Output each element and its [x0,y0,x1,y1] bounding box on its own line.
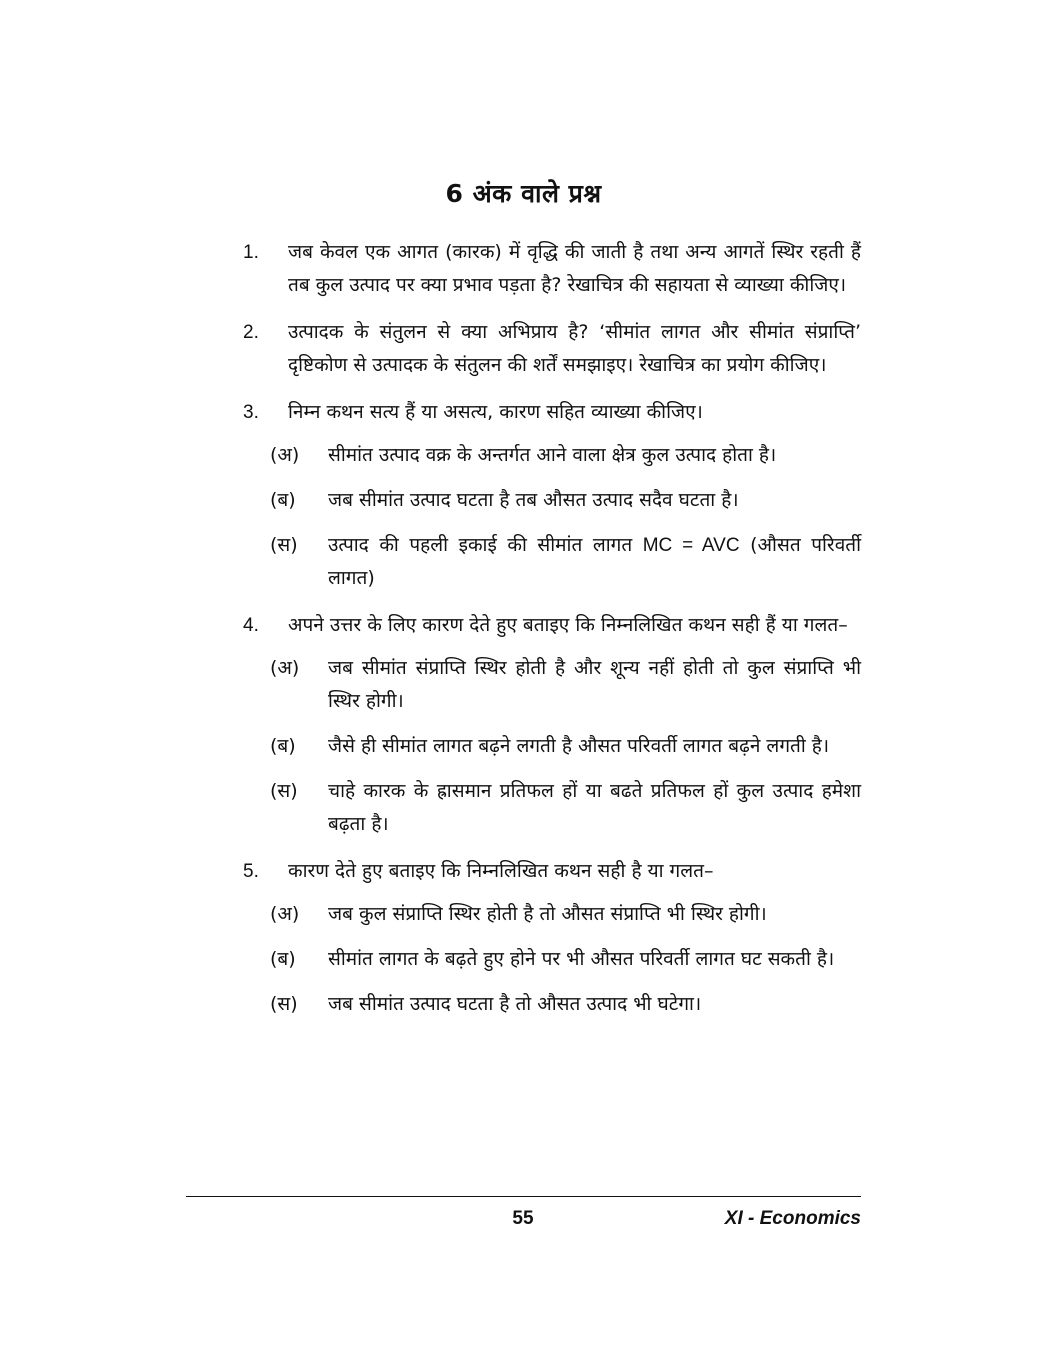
question-3 [243,396,861,595]
sub-question-label: (अ) [270,903,300,925]
sub-question-text: जब सीमांत उत्पाद घटता है तब औसत उत्पाद सदैव घटता है। [328,489,739,511]
sub-question-text: जैसे ही सीमांत लागत बढ़ने लगती है औसत परिवर्ती लागत बढ़ने लगती है। [328,735,830,757]
footer-divider [186,1196,861,1197]
sub-question-label: (अ) [270,657,300,679]
question-number: 2. [243,322,259,343]
question-number: 3. [243,402,259,423]
sub-question-text: जब सीमांत संप्राप्ति स्थिर होती है और शून्य नहीं होती तो कुल संप्राप्ति भी स्थिर होगी। [328,657,861,712]
question-text: उत्पादक के संतुलन से क्या अभिप्राय है? ‘सीमांत लागत और सीमांत संप्राप्ति’ दृष्टिकोण से उत्पादक के संतुलन की शर्तें समझाइए। रेखाचित्र का प्रयोग कीजिए। [288,321,861,376]
sub-question-text-part: उत्पाद की पहली इकाई की सीमांत लागत [328,534,643,556]
sub-question-text: जब सीमांत उत्पाद घटता है तो औसत उत्पाद भी घटेगा। [328,993,702,1015]
question-5 [243,855,861,1021]
sub-question-label: (ब) [270,948,296,970]
formula-text: MC = AVC [642,535,740,556]
sub-question-text [328,529,861,595]
question-1 [243,236,861,302]
page-number: 55 [512,1208,534,1229]
sub-question-label: (स) [270,993,298,1015]
sub-question [243,484,861,517]
question-text: कारण देते हुए बताइए कि निम्नलिखित कथन सही है या गलत– [288,860,714,882]
sub-question [243,775,861,841]
sub-question-text-part: (औसत परिवर्ती लागत) [328,534,862,589]
sub-question-label: (स) [270,534,298,556]
sub-question [243,943,861,976]
question-2 [243,316,861,382]
question-number: 5. [243,861,259,882]
sub-question-list [243,439,861,595]
page-title: 6 अंक वाले प्रश्न [445,179,602,208]
sub-question-label: (अ) [270,444,300,466]
sub-question [243,730,861,763]
question-text: अपने उत्तर के लिए कारण देते हुए बताइए कि निम्नलिखित कथन सही हैं या गलत– [288,614,848,636]
question-list [243,236,861,1035]
sub-question-text: सीमांत उत्पाद वक्र के अन्तर्गत आने वाला क्षेत्र कुल उत्पाद होता है। [328,444,777,466]
sub-question-label: (ब) [270,735,296,757]
question-text: जब केवल एक आगत (कारक) में वृद्धि की जाती है तथा अन्य आगतें स्थिर रहती हैं तब कुल उत्पाद पर क्या प्रभाव पड़ता है? रेखाचित्र की सहायता से व्याख्या कीजिए। [288,241,861,296]
sub-question-text: जब कुल संप्राप्ति स्थिर होती है तो औसत संप्राप्ति भी स्थिर होगी। [328,903,767,925]
sub-question-label: (स) [270,780,298,802]
sub-question-list [243,652,861,841]
sub-question-label: (ब) [270,489,296,511]
sub-question-text: सीमांत लागत के बढ़ते हुए होने पर भी औसत परिवर्ती लागत घट सकती है। [328,948,835,970]
question-number: 4. [243,615,259,636]
question-4 [243,609,861,841]
question-text: निम्न कथन सत्य हैं या असत्य, कारण सहित व्याख्या कीजिए। [288,401,703,423]
sub-question [243,652,861,718]
sub-question-list [243,898,861,1021]
sub-question [243,529,861,595]
question-number: 1. [243,242,259,263]
sub-question [243,439,861,472]
sub-question-text: चाहे कारक के ह्रासमान प्रतिफल हों या बढते प्रतिफल हों कुल उत्पाद हमेशा बढ़ता है। [328,780,861,835]
sub-question [243,988,861,1021]
sub-question [243,898,861,931]
subject-label: XI - Economics [724,1208,861,1229]
